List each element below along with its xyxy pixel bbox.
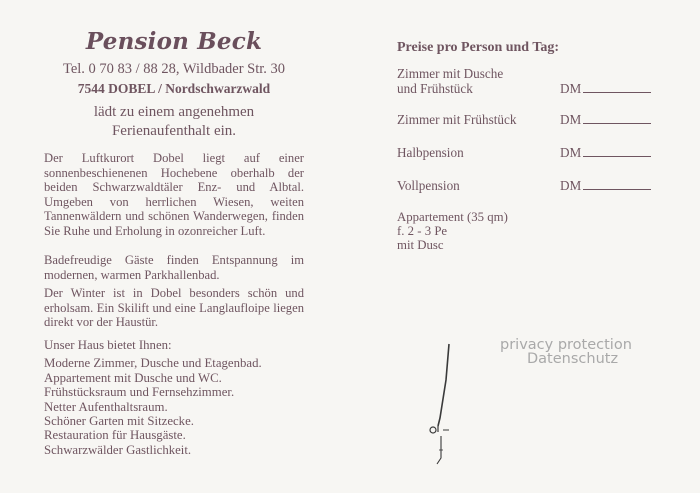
amenity-item: Moderne Zimmer, Dusche und Etagenbad. bbox=[44, 356, 262, 371]
watermark-line-1: privacy protection bbox=[500, 337, 632, 353]
price-field: DM bbox=[560, 145, 651, 160]
price-row-label: und Frühstück bbox=[397, 81, 473, 96]
invitation-text bbox=[40, 103, 308, 141]
price-field: DM bbox=[560, 112, 651, 127]
invitation-line-1: lädt zu einem angenehmen bbox=[93, 104, 255, 120]
price-blank-line bbox=[583, 146, 651, 157]
price-blank-line bbox=[583, 113, 651, 124]
appartement-line-3: mit Dusc bbox=[397, 238, 444, 252]
amenity-item: Netter Aufenthaltsraum. bbox=[44, 399, 168, 414]
amenities-list bbox=[44, 338, 306, 457]
amenity-item: Frühstücksraum und Fernsehzimmer. bbox=[44, 385, 235, 400]
appartement-line-1: Appartement (35 qm) bbox=[397, 210, 508, 224]
contact-block bbox=[40, 60, 308, 98]
description-paragraph-1: Der Luftkurort Dobel liegt auf einer sonnenbeschienenen Hochebene oberhalb der beiden Schwarzwaldtäler Enz- und Albtal. Umgeben von herrlichen Wiesen, weiten Tannenwäldern und schönen Wanderwegen, finden Sie Ruhe und Erholung in ozonreicher Luft. bbox=[44, 151, 304, 238]
watermark-line-2: Datenschutz bbox=[527, 351, 619, 367]
description-paragraph-2: Badefreudige Gäste finden Entspannung im modernen, warmen Parkhallenbad. bbox=[44, 253, 304, 282]
prices-heading: Preise pro Person und Tag: bbox=[397, 40, 560, 55]
price-row-label: Zimmer mit Dusche bbox=[397, 66, 504, 81]
description-paragraph-3: Der Winter ist in Dobel besonders schön und erholsam. Ein Skilift und eine Langlaufloipe liegen direkt vor der Haustür. bbox=[44, 286, 304, 330]
price-blank-line bbox=[583, 82, 651, 93]
price-blank-line bbox=[583, 179, 651, 190]
map-sketch-icon bbox=[405, 340, 455, 470]
contact-town: 7544 DOBEL / Nordschwarzwald bbox=[77, 81, 271, 96]
pension-title: Pension Beck bbox=[85, 28, 263, 55]
price-field: DM bbox=[560, 81, 651, 96]
appartement-block bbox=[397, 210, 537, 256]
privacy-watermark bbox=[500, 338, 650, 366]
price-row-label: Vollpension bbox=[397, 178, 460, 193]
amenity-item: Schwarzwälder Gastlichkeit. bbox=[44, 442, 192, 457]
amenity-item: Schöner Garten mit Sitzecke. bbox=[44, 414, 194, 429]
price-row-label: Halbpension bbox=[397, 145, 464, 160]
amenity-item: Restauration für Hausgäste. bbox=[44, 428, 186, 443]
contact-phone-address: Tel. 0 70 83 / 88 28, Wildbader Str. 30 bbox=[62, 61, 286, 77]
amenity-item: Appartement mit Dusche und WC. bbox=[44, 370, 222, 385]
invitation-line-2: Ferienaufenthalt ein. bbox=[111, 123, 237, 139]
price-row bbox=[397, 66, 657, 96]
price-row bbox=[397, 178, 657, 193]
price-field: DM bbox=[560, 178, 651, 193]
amenities-heading: Unser Haus bietet Ihnen: bbox=[44, 338, 172, 352]
price-row bbox=[397, 112, 657, 127]
price-row bbox=[397, 145, 657, 160]
appartement-line-2: f. 2 - 3 Pe bbox=[397, 224, 448, 238]
price-row-label: Zimmer mit Frühstück bbox=[397, 112, 517, 127]
